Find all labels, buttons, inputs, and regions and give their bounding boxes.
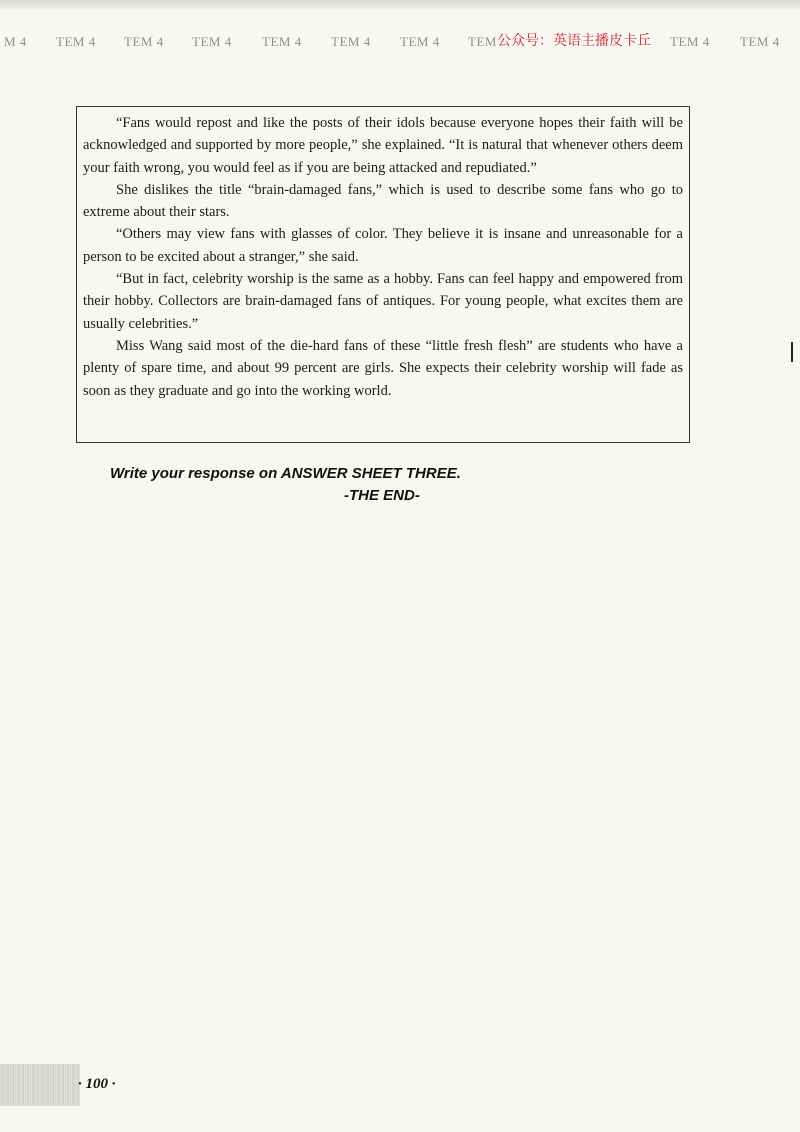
running-header <box>0 32 800 54</box>
passage-paragraph: Miss Wang said most of the die-hard fans of these “little fresh flesh” are students who have a plenty of spare time, and about 99 percent are girls. She expects their celebrity worship will fade as soon as they graduate and go into the working world. <box>83 337 683 399</box>
header-label: TEM 4 <box>124 34 164 49</box>
scan-corner-texture <box>0 1064 80 1106</box>
passage-paragraph: “Fans would repost and like the posts of their idols because everyone hopes their faith will be acknowledged and supported by more people,” she explained. “It is natural that whenever others deem your faith wrong, you would feel as if you are being attacked and repudiated.” <box>83 115 683 176</box>
header-label: TEM 4 <box>740 34 780 49</box>
header-label: TEM 4 <box>670 34 710 49</box>
header-label: TEM 4 <box>262 34 302 49</box>
watermark-text: 公众号：英语主播皮卡丘 <box>497 33 651 49</box>
scan-top-edge <box>0 0 800 10</box>
margin-mark <box>791 342 793 362</box>
passage-paragraph: “Others may view fans with glasses of color. They believe it is insane and unreasonable for a person to be excited about a stranger,” she said. <box>83 226 683 265</box>
passage-text <box>83 112 683 402</box>
header-label: TEM <box>468 34 497 49</box>
header-label: TEM 4 <box>331 34 371 49</box>
header-label: M 4 <box>4 34 27 49</box>
passage-box <box>76 106 690 443</box>
response-instruction: Write your response on ANSWER SHEET THREE. <box>110 465 461 482</box>
end-marker: -THE END- <box>344 487 420 504</box>
passage-paragraph: “But in fact, celebrity worship is the same as a hobby. Fans can feel happy and empowered from their hobby. Collectors are brain-damaged fans of antiques. For young people, what excites them are usually celebrities.” <box>83 271 683 332</box>
header-label: TEM 4 <box>192 34 232 49</box>
page-number: · 100 · <box>78 1076 116 1092</box>
passage-paragraph: She dislikes the title “brain-damaged fans,” which is used to describe some fans who go to extreme about their stars. <box>83 181 683 221</box>
header-label: TEM 4 <box>56 34 96 49</box>
header-label: TEM 4 <box>400 34 440 49</box>
